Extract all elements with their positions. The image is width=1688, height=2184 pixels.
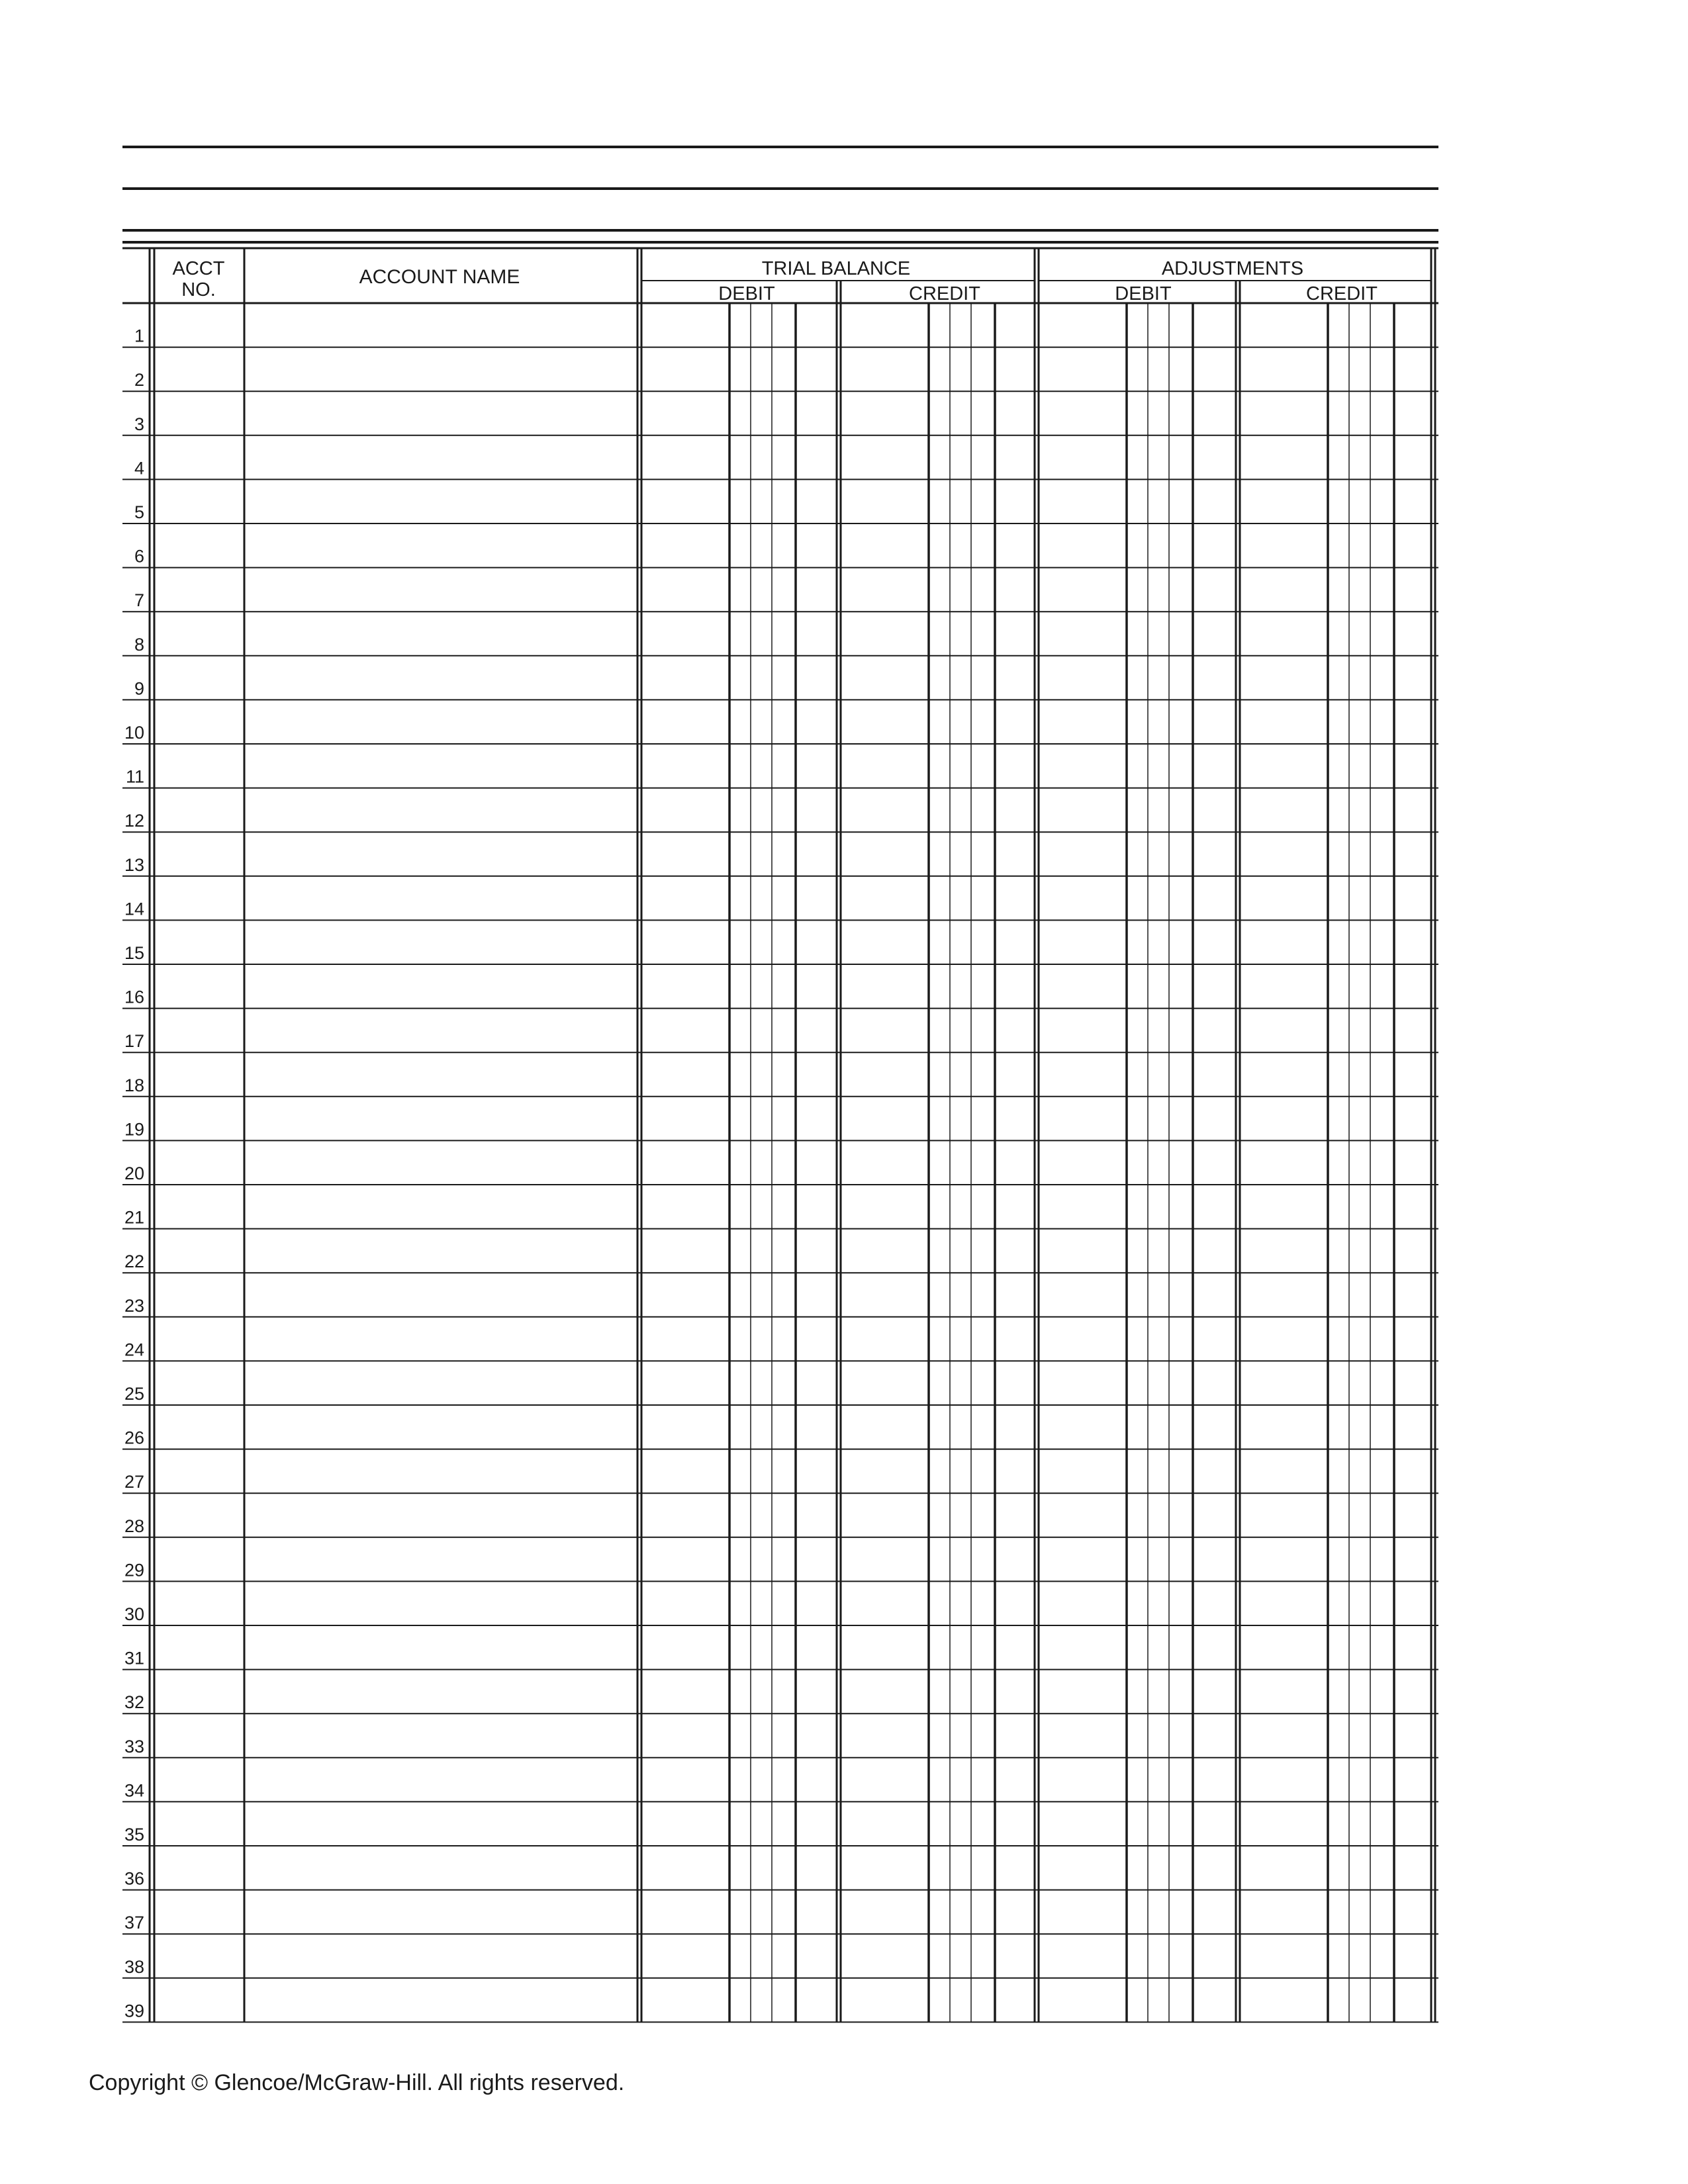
row-number-13: 13 <box>124 854 144 875</box>
row-number-20: 20 <box>124 1163 144 1183</box>
row-number-22: 22 <box>124 1251 144 1272</box>
row-number-26: 26 <box>124 1428 144 1448</box>
row-number-30: 30 <box>124 1604 144 1624</box>
row-number-29: 29 <box>124 1560 144 1580</box>
trial-balance-debit-header: DEBIT <box>718 283 775 304</box>
row-number-2: 2 <box>134 370 144 390</box>
row-number-38: 38 <box>124 1956 144 1977</box>
row-number-36: 36 <box>124 1868 144 1889</box>
row-number-19: 19 <box>124 1119 144 1140</box>
row-number-16: 16 <box>124 987 144 1007</box>
row-number-31: 31 <box>124 1648 144 1668</box>
row-number-14: 14 <box>124 899 144 919</box>
acct-no-header-line1: ACCT <box>172 258 225 279</box>
row-number-25: 25 <box>124 1384 144 1404</box>
row-number-3: 3 <box>134 414 144 434</box>
row-number-4: 4 <box>134 458 144 478</box>
row-number-28: 28 <box>124 1516 144 1536</box>
row-number-5: 5 <box>134 502 144 522</box>
row-number-37: 37 <box>124 1913 144 1933</box>
row-number-24: 24 <box>124 1340 144 1360</box>
row-number-27: 27 <box>124 1472 144 1492</box>
copyright-notice: Copyright © Glencoe/McGraw-Hill. All rights reserved. <box>89 2070 625 2095</box>
row-number-1: 1 <box>134 326 144 346</box>
adjustments-credit-header: CREDIT <box>1306 283 1378 304</box>
row-number-39: 39 <box>124 2001 144 2021</box>
row-number-18: 18 <box>124 1075 144 1095</box>
row-numbers <box>124 326 144 2021</box>
row-number-32: 32 <box>124 1692 144 1713</box>
row-number-21: 21 <box>124 1207 144 1228</box>
ruling-lines <box>122 147 1438 2022</box>
row-number-10: 10 <box>124 723 144 743</box>
row-number-35: 35 <box>124 1825 144 1844</box>
row-number-33: 33 <box>124 1736 144 1756</box>
acct-no-header-line2: NO. <box>181 279 216 300</box>
row-number-6: 6 <box>134 546 144 567</box>
row-number-34: 34 <box>124 1780 144 1801</box>
row-number-17: 17 <box>124 1031 144 1052</box>
trial-balance-credit-header: CREDIT <box>909 283 980 304</box>
account-name-header: ACCOUNT NAME <box>359 266 520 288</box>
row-number-8: 8 <box>134 634 144 655</box>
row-number-9: 9 <box>134 678 144 699</box>
adjustments-header: ADJUSTMENTS <box>1161 258 1304 279</box>
row-number-11: 11 <box>125 766 144 787</box>
row-number-23: 23 <box>124 1295 144 1316</box>
trial-balance-header: TRIAL BALANCE <box>761 258 911 279</box>
row-number-15: 15 <box>124 943 144 963</box>
row-number-12: 12 <box>124 811 144 831</box>
row-number-7: 7 <box>134 590 144 611</box>
adjustments-debit-header: DEBIT <box>1115 283 1172 304</box>
